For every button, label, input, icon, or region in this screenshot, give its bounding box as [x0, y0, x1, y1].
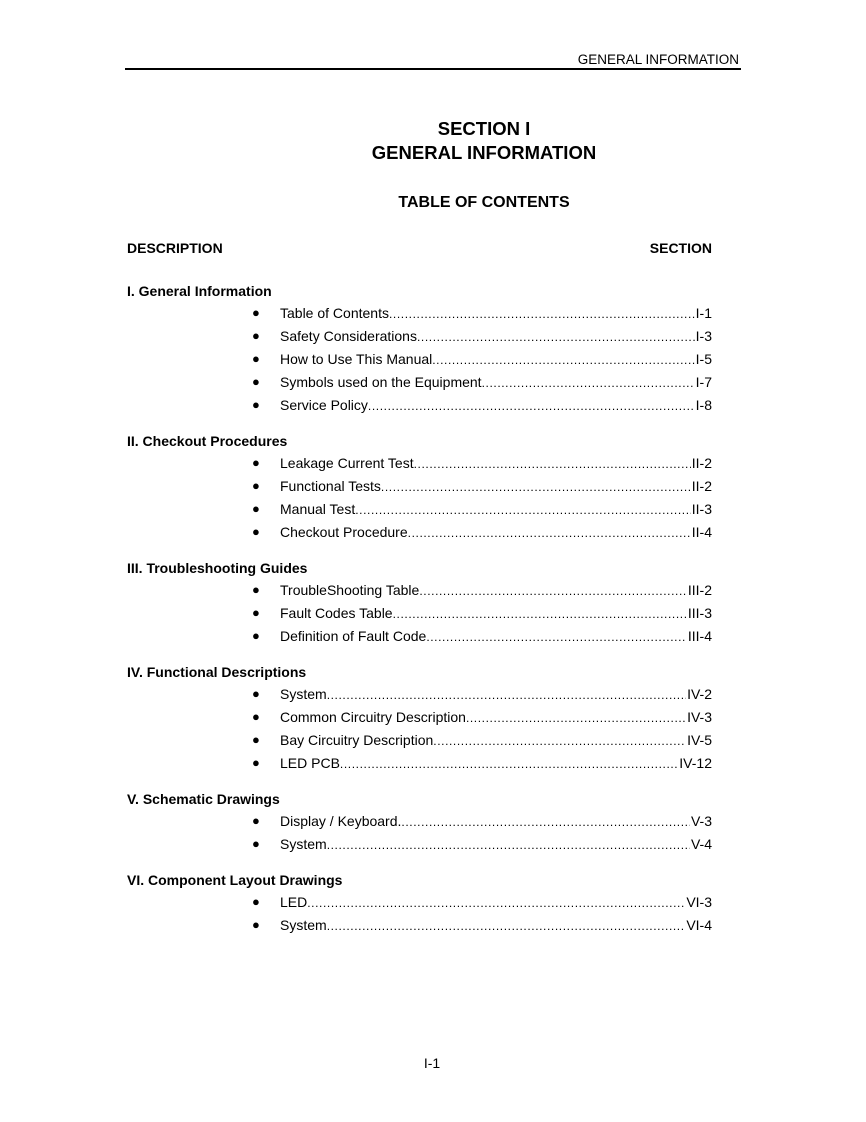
toc-entry-page: III-4: [687, 628, 712, 644]
toc-entry-label: Definition of Fault Code: [280, 628, 427, 644]
toc-entry-page: II-3: [691, 501, 712, 517]
bullet-icon: ●: [252, 582, 260, 597]
toc-title: TABLE OF CONTENTS: [398, 194, 570, 211]
toc-entry: [127, 627, 712, 650]
toc-entry: [127, 477, 712, 500]
toc-entry-label: LED PCB: [280, 755, 340, 771]
toc-section: [127, 664, 712, 777]
toc-entry-page: I-5: [695, 351, 712, 367]
toc-section: [127, 560, 712, 650]
bullet-icon: ●: [252, 397, 260, 412]
dot-leader: [327, 686, 686, 704]
toc-section-heading: II. Checkout Procedures: [127, 433, 288, 449]
toc-entry: [127, 812, 712, 835]
dot-leader: [432, 351, 694, 369]
bullet-icon: ●: [252, 455, 260, 470]
toc-entry-page: IV-12: [679, 755, 712, 771]
toc-section-heading: IV. Functional Descriptions: [127, 664, 307, 680]
toc-entry-label: Bay Circuitry Description: [280, 732, 434, 748]
section-title: SECTION I: [437, 118, 531, 139]
toc-entry-label: Functional Tests: [280, 478, 381, 494]
toc-entry-page: II-2: [691, 478, 712, 494]
toc-entry: [127, 685, 712, 708]
toc-entry-label: System: [280, 836, 327, 852]
dot-leader: [408, 524, 691, 542]
bullet-icon: ●: [252, 374, 260, 389]
section-subtitle: GENERAL INFORMATION: [371, 142, 597, 163]
toc-entry-label: Manual Test: [280, 501, 356, 517]
bullet-icon: ●: [252, 351, 260, 366]
toc-section-heading: VI. Component Layout Drawings: [127, 872, 343, 888]
toc-section: [127, 283, 712, 419]
toc-entry: [127, 835, 712, 858]
toc-section-heading: I. General Information: [127, 283, 272, 299]
running-header: GENERAL INFORMATION: [577, 52, 739, 67]
bullet-icon: ●: [252, 328, 260, 343]
toc-entry-label: System: [280, 917, 327, 933]
toc-section: [127, 872, 712, 939]
toc-entry-page: IV-2: [687, 686, 712, 702]
dot-leader: [327, 917, 686, 935]
dot-leader: [414, 455, 691, 473]
bullet-icon: ●: [252, 836, 260, 851]
toc-entry-label: Common Circuitry Description: [280, 709, 466, 725]
dot-leader: [419, 582, 687, 600]
bullet-icon: ●: [252, 628, 260, 643]
toc-entry: [127, 373, 712, 396]
column-header-section: SECTION: [649, 240, 712, 256]
toc-entry-page: V-3: [690, 813, 712, 829]
toc-entry: [127, 327, 712, 350]
dot-leader: [466, 709, 686, 727]
dot-leader: [393, 605, 687, 623]
toc-entry-page: IV-5: [687, 732, 712, 748]
bullet-icon: ●: [252, 917, 260, 932]
dot-leader: [401, 813, 690, 831]
toc-entry-page: II-4: [691, 524, 712, 540]
dot-leader: [307, 894, 685, 912]
toc-section: [127, 433, 712, 546]
bullet-icon: ●: [252, 813, 260, 828]
toc-entry-label: Display / Keyboard.: [280, 813, 402, 829]
toc-entry: [127, 604, 712, 627]
toc-entry: [127, 350, 712, 373]
toc-entry-label: Fault Codes Table: [280, 605, 393, 621]
bullet-icon: ●: [252, 686, 260, 701]
dot-leader: [433, 732, 686, 750]
toc-entry-page: III-3: [687, 605, 712, 621]
toc-entry-label: System: [280, 686, 327, 702]
column-header-description: DESCRIPTION: [127, 240, 223, 256]
dot-leader: [482, 374, 695, 392]
bullet-icon: ●: [252, 709, 260, 724]
bullet-icon: ●: [252, 305, 260, 320]
toc-entry: [127, 396, 712, 419]
header-rule: [125, 68, 741, 70]
dot-leader: [389, 305, 695, 323]
toc-entry-label: LED: [280, 894, 308, 910]
toc-entry-label: Leakage Current Test: [280, 455, 414, 471]
dot-leader: [417, 328, 695, 346]
toc-entry: [127, 754, 712, 777]
toc-entry-label: Checkout Procedure: [280, 524, 408, 540]
toc-entry-page: I-3: [695, 328, 712, 344]
toc-entry: [127, 454, 712, 477]
toc-entry-page: I-7: [695, 374, 712, 390]
toc-entry: [127, 916, 712, 939]
bullet-icon: ●: [252, 524, 260, 539]
toc-entry: [127, 731, 712, 754]
bullet-icon: ●: [252, 501, 260, 516]
toc-entry: [127, 893, 712, 916]
dot-leader: [381, 478, 691, 496]
toc-entry-page: I-1: [695, 305, 712, 321]
toc-entry: [127, 708, 712, 731]
toc-entry-label: Service Policy: [280, 397, 368, 413]
toc-entry-page: II-2: [691, 455, 712, 471]
table-of-contents: [127, 283, 712, 953]
toc-entry-page: I-8: [695, 397, 712, 413]
toc-entry-page: VI-4: [686, 917, 712, 933]
toc-entry-label: TroubleShooting Table: [280, 582, 420, 598]
toc-entry-page: V-4: [690, 836, 712, 852]
toc-entry-page: VI-3: [686, 894, 712, 910]
toc-entry-page: III-2: [687, 582, 712, 598]
toc-entry-label: Symbols used on the Equipment: [280, 374, 482, 390]
dot-leader: [340, 755, 678, 773]
bullet-icon: ●: [252, 732, 260, 747]
toc-entry: [127, 304, 712, 327]
dot-leader: [368, 397, 695, 415]
bullet-icon: ●: [252, 894, 260, 909]
bullet-icon: ●: [252, 605, 260, 620]
page-number: I-1: [423, 1055, 441, 1071]
toc-section: [127, 791, 712, 858]
toc-entry: [127, 581, 712, 604]
dot-leader: [426, 628, 687, 646]
toc-section-heading: III. Troubleshooting Guides: [127, 560, 308, 576]
toc-entry-label: How to Use This Manual: [280, 351, 433, 367]
toc-entry: [127, 500, 712, 523]
bullet-icon: ●: [252, 755, 260, 770]
bullet-icon: ●: [252, 478, 260, 493]
dot-leader: [355, 501, 691, 519]
toc-entry-page: IV-3: [687, 709, 712, 725]
toc-section-heading: V. Schematic Drawings: [127, 791, 280, 807]
toc-entry: [127, 523, 712, 546]
toc-entry-label: Table of Contents: [280, 305, 389, 321]
toc-entry-label: Safety Considerations: [280, 328, 417, 344]
dot-leader: [327, 836, 690, 854]
